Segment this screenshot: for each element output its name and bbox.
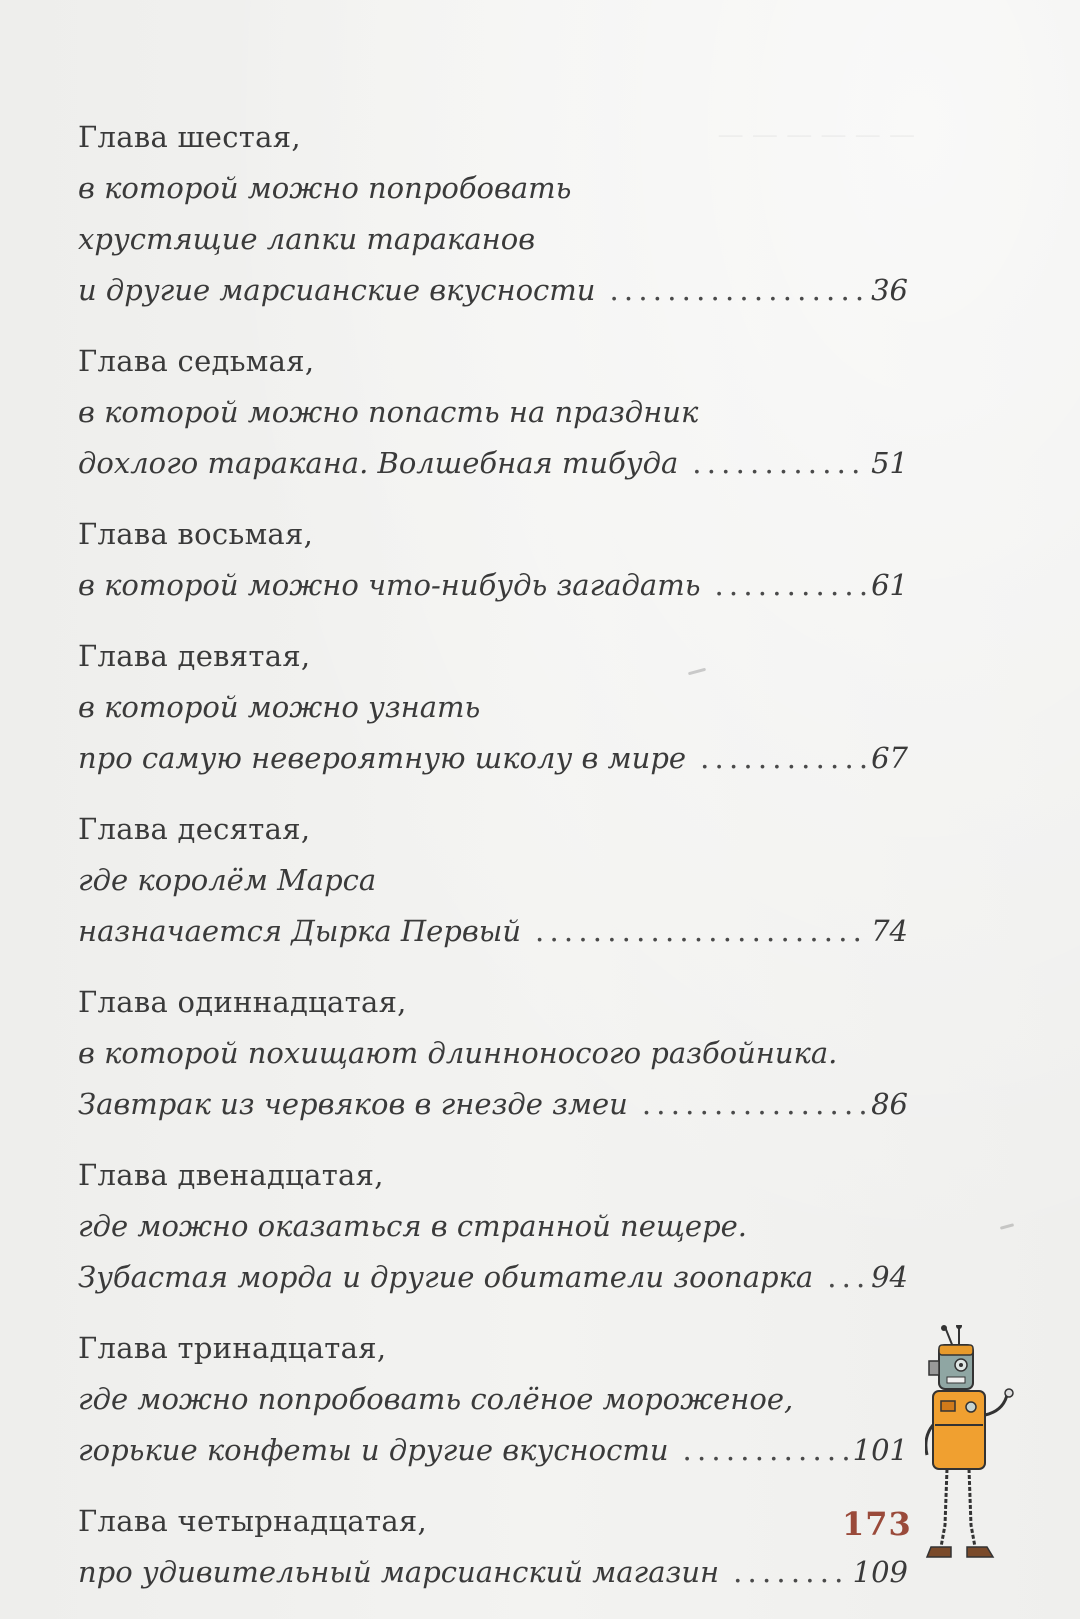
chapter-subtitle-line: в которой можно что-нибудь загадать	[78, 568, 701, 602]
dot-leader	[827, 1252, 867, 1303]
chapter-last-line	[78, 560, 908, 611]
chapter-subtitle-line: про самую невероятную школу в мире	[78, 741, 687, 775]
chapter-heading: Глава одиннадцатая,	[78, 985, 407, 1019]
dot-leader	[683, 1425, 849, 1476]
chapter-heading: Глава седьмая,	[78, 344, 315, 378]
paper-speck	[1000, 1223, 1014, 1230]
chapter-heading: Глава двенадцатая,	[78, 1158, 384, 1192]
chapter-subtitle-line: Зубастая морда и другие обитатели зоопарка	[78, 1260, 814, 1294]
bleed-through-text: — — — — — —	[717, 120, 915, 150]
table-of-contents	[78, 112, 908, 1618]
toc-entry	[78, 1496, 908, 1598]
chapter-heading: Глава тринадцатая,	[78, 1331, 387, 1365]
chapter-page-number: 86	[871, 1087, 908, 1121]
chapter-heading: Глава восьмая,	[78, 517, 314, 551]
chapter-subtitle-line: горькие конфеты и другие вкусности	[78, 1433, 669, 1467]
dot-leader	[692, 438, 867, 489]
chapter-last-line	[78, 1252, 908, 1303]
dot-leader	[535, 906, 867, 957]
toc-entry	[78, 1150, 908, 1303]
toc-entry	[78, 977, 908, 1130]
toc-entry	[78, 112, 908, 316]
chapter-subtitle-line: в которой похищают длинноносого разбойника.	[78, 1036, 838, 1070]
chapter-page-number: 36	[871, 273, 908, 307]
chapter-subtitle-line: хрустящие лапки тараканов	[78, 222, 536, 256]
chapter-subtitle-line: в которой можно попробовать	[78, 171, 572, 205]
chapter-page-number: 74	[871, 914, 908, 948]
dot-leader	[733, 1547, 849, 1598]
chapter-subtitle-line: где королём Марса	[78, 863, 377, 897]
dot-leader	[715, 560, 868, 611]
toc-entry	[78, 336, 908, 489]
chapter-heading: Глава шестая,	[78, 120, 301, 154]
chapter-subtitle-line: дохлого таракана. Волшебная тибуда	[78, 446, 679, 480]
dot-leader	[609, 265, 867, 316]
dot-leader	[700, 733, 867, 784]
chapter-subtitle-line: в которой можно узнать	[78, 690, 481, 724]
page-number: 173	[842, 1505, 912, 1543]
chapter-subtitle-line: где можно оказаться в странной пещере.	[78, 1209, 748, 1243]
chapter-page-number: 51	[871, 446, 908, 480]
chapter-last-line	[78, 1547, 908, 1598]
chapter-page-number: 94	[871, 1260, 908, 1294]
toc-entry	[78, 1323, 908, 1476]
chapter-heading: Глава четырнадцатая,	[78, 1504, 428, 1538]
chapter-subtitle-line: в которой можно попасть на праздник	[78, 395, 699, 429]
chapter-subtitle-line: про удивительный марсианский магазин	[78, 1555, 720, 1589]
chapter-last-line	[78, 733, 908, 784]
chapter-subtitle-line: и другие марсианские вкусности	[78, 273, 596, 307]
chapter-last-line	[78, 906, 908, 957]
toc-entry	[78, 631, 908, 784]
chapter-last-line	[78, 1079, 908, 1130]
chapter-last-line	[78, 1425, 908, 1476]
toc-entry	[78, 804, 908, 957]
chapter-last-line	[78, 265, 908, 316]
chapter-subtitle-line: Завтрак из червяков в гнезде змеи	[78, 1087, 628, 1121]
chapter-page-number: 61	[871, 568, 908, 602]
chapter-page-number: 109	[852, 1555, 908, 1589]
chapter-last-line	[78, 438, 908, 489]
chapter-heading: Глава девятая,	[78, 639, 311, 673]
chapter-page-number: 67	[871, 741, 908, 775]
chapter-subtitle-line: где можно попробовать солёное мороженое,	[78, 1382, 794, 1416]
dot-leader	[642, 1079, 867, 1130]
chapter-heading: Глава десятая,	[78, 812, 311, 846]
chapter-subtitle-line: назначается Дырка Первый	[78, 914, 522, 948]
toc-entry	[78, 509, 908, 611]
chapter-page-number: 101	[852, 1433, 908, 1467]
robot-icon	[925, 1325, 1025, 1565]
